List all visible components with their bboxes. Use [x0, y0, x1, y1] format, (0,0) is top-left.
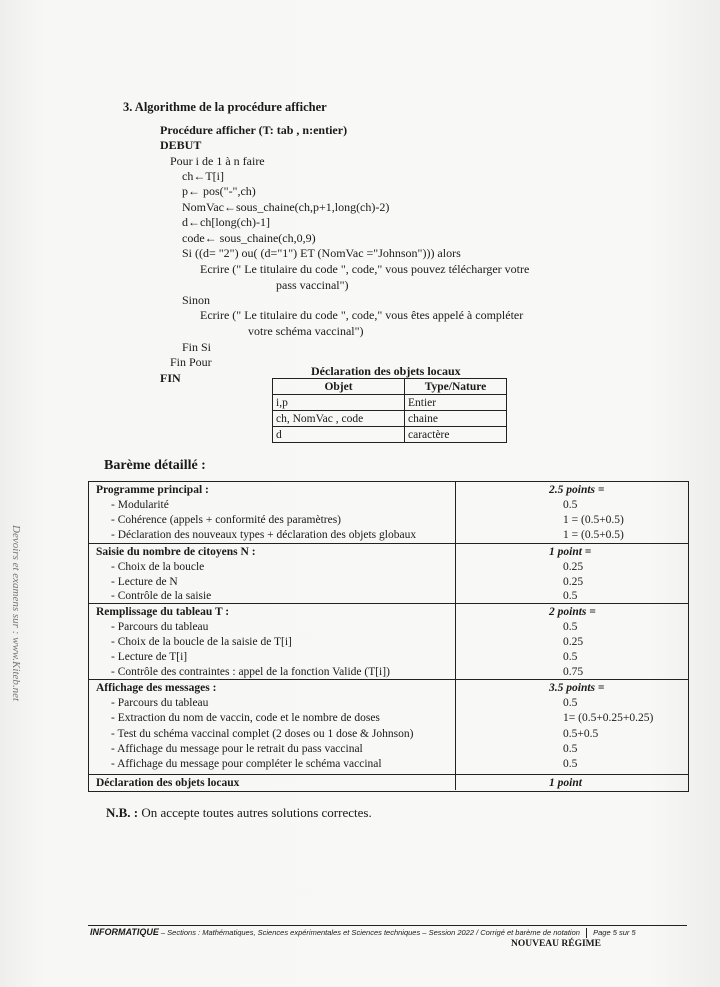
footer-rule: [88, 925, 687, 926]
item-label: - Cohérence (appels + conformité des paramètres): [111, 514, 342, 526]
footer-separator: [586, 928, 587, 938]
algo-line: Procédure afficher (T: tab , n:entier): [160, 123, 348, 137]
bareme-row: [89, 696, 688, 711]
bareme-row: [89, 620, 688, 635]
table-row: [273, 427, 507, 443]
table-cell: i,p: [273, 395, 405, 411]
item-points: 0.25: [563, 636, 584, 648]
bareme-section: [89, 482, 688, 543]
table-cell: chaine: [405, 411, 507, 427]
algo-line: code← sous_chaine(ch,0,9): [182, 231, 316, 245]
watermark: Devoirs et examens sur : www.Kiteb.net: [10, 525, 22, 702]
footer-subject: INFORMATIQUE: [90, 927, 159, 937]
bareme-row: [89, 635, 688, 650]
bareme-row: [89, 483, 688, 498]
bareme-row: [89, 575, 688, 590]
algo-line: NomVac←sous_chaine(ch,p+1,long(ch)-2): [182, 200, 390, 214]
algo-line: Ecrire (" Le titulaire du code ", code," vous êtes appelé à compléter: [200, 308, 524, 322]
bareme-section: [89, 679, 688, 775]
item-label: - Affichage du message pour compléter le schéma vaccinal: [111, 758, 382, 770]
bareme-row: [89, 513, 688, 528]
item-label: - Affichage du message pour le retrait du pass vaccinal: [111, 743, 363, 755]
bareme-section: [89, 543, 688, 604]
table-row: [273, 411, 507, 427]
footer-regime: NOUVEAU RÉGIME: [511, 939, 601, 949]
section-title: 3. Algorithme de la procédure afficher: [123, 100, 327, 114]
item-points: 0.5: [563, 590, 578, 602]
table-cell: d: [273, 427, 405, 443]
algo-line: Sinon: [182, 293, 211, 307]
nb-text: On accepte toutes autres solutions correctes.: [141, 805, 372, 820]
table-cell: caractère: [405, 427, 507, 443]
table-cell: Entier: [405, 395, 507, 411]
item-points: 1 = (0.5+0.5): [563, 529, 624, 541]
bareme-row: [89, 545, 688, 560]
item-label: - Modularité: [111, 499, 169, 511]
item-label: - Parcours du tableau: [111, 697, 209, 709]
section-points: 1 point: [549, 777, 582, 789]
item-label: - Déclaration des nouveaux types + déclaration des objets globaux: [111, 529, 417, 541]
bareme-row: [89, 727, 688, 742]
item-points: 0.5: [563, 651, 578, 663]
bareme-row: [89, 681, 688, 696]
item-points: 0.5: [563, 621, 578, 633]
bareme-section: [89, 774, 688, 792]
bareme-title: Barème détaillé :: [104, 458, 206, 473]
item-points: 0.5: [563, 743, 578, 755]
item-points: 1 = (0.5+0.5): [563, 514, 624, 526]
algo-line: Pour i de 1 à n faire: [170, 154, 265, 168]
bareme-row: [89, 650, 688, 665]
bareme-row: [89, 528, 688, 543]
bareme-table: [88, 481, 689, 792]
section-label: Programme principal :: [96, 484, 209, 496]
item-points: 0.5: [563, 697, 578, 709]
algo-line: Fin Si: [182, 340, 212, 354]
table-cell: ch, NomVac , code: [273, 411, 405, 427]
item-points: 0.5+0.5: [563, 728, 599, 740]
algo-line: Ecrire (" Le titulaire du code ", code," vous pouvez télécharger votre: [200, 262, 530, 276]
bareme-row: [89, 589, 688, 604]
bareme-column-divider: [455, 481, 456, 790]
item-label: - Parcours du tableau: [111, 621, 209, 633]
item-points: 0.25: [563, 576, 584, 588]
bareme-row: [89, 498, 688, 513]
bareme-row: [89, 711, 688, 726]
footer: [90, 927, 687, 938]
section-points: 2.5 points =: [549, 484, 605, 496]
item-label: - Contrôle des contraintes : appel de la fonction Valide (T[i]): [111, 666, 390, 678]
algo-line: Si ((d= "2") ou( (d="1") ET (NomVac ="Johnson"))) alors: [182, 246, 461, 260]
bareme-row: [89, 742, 688, 757]
declaration-table: [272, 378, 507, 443]
section-points: 2 points =: [549, 606, 596, 618]
nb-note: [106, 805, 372, 821]
bareme-row: [89, 560, 688, 575]
item-label: - Lecture de N: [111, 576, 178, 588]
item-points: 0.5: [563, 758, 578, 770]
bareme-row: [89, 776, 688, 791]
footer-sections: – Sections : Mathématiques, Sciences expérimentales et Sciences techniques – Session 2022 / Corrigé et barème de notation: [160, 928, 580, 937]
item-points: 0.75: [563, 666, 584, 678]
algo-line: Fin Pour: [170, 355, 212, 369]
section-label: Affichage des messages :: [96, 682, 217, 694]
bareme-row: [89, 605, 688, 620]
header-cell: Type/Nature: [405, 379, 507, 395]
section-points: 3.5 points =: [549, 682, 605, 694]
header-cell: Objet: [273, 379, 405, 395]
table-header-row: [273, 379, 507, 395]
section-label: Saisie du nombre de citoyens N :: [96, 546, 256, 558]
footer-page: Page 5 sur 5: [593, 928, 636, 937]
item-label: - Choix de la boucle: [111, 561, 205, 573]
declaration-title: Déclaration des objets locaux: [311, 364, 461, 378]
item-label: - Contrôle de la saisie: [111, 590, 212, 602]
algo-line: FIN: [160, 371, 181, 385]
item-label: - Lecture de T[i]: [111, 651, 188, 663]
item-label: - Test du schéma vaccinal complet (2 doses ou 1 dose & Johnson): [111, 728, 414, 740]
table-row: [273, 395, 507, 411]
algo-line: ch←T[i]: [182, 169, 224, 183]
item-points: 0.5: [563, 499, 578, 511]
bareme-row: [89, 665, 688, 680]
item-points: 0.25: [563, 561, 584, 573]
algo-line: pass vaccinal"): [276, 278, 349, 292]
algo-line: DEBUT: [160, 138, 202, 152]
bareme-section: [89, 603, 688, 680]
section-points: 1 point =: [549, 546, 592, 558]
algo-line: d←ch[long(ch)-1]: [182, 215, 270, 229]
item-label: - Extraction du nom de vaccin, code et le nombre de doses: [111, 712, 380, 724]
item-points: 1= (0.5+0.25+0.25): [563, 712, 654, 724]
algo-line: votre schéma vaccinal"): [248, 324, 364, 338]
algo-line: p← pos("-",ch): [182, 184, 256, 198]
nb-label: N.B. :: [106, 805, 139, 820]
bareme-row: [89, 757, 688, 772]
section-label: Déclaration des objets locaux: [96, 777, 240, 789]
section-label: Remplissage du tableau T :: [96, 606, 230, 618]
item-label: - Choix de la boucle de la saisie de T[i]: [111, 636, 292, 648]
